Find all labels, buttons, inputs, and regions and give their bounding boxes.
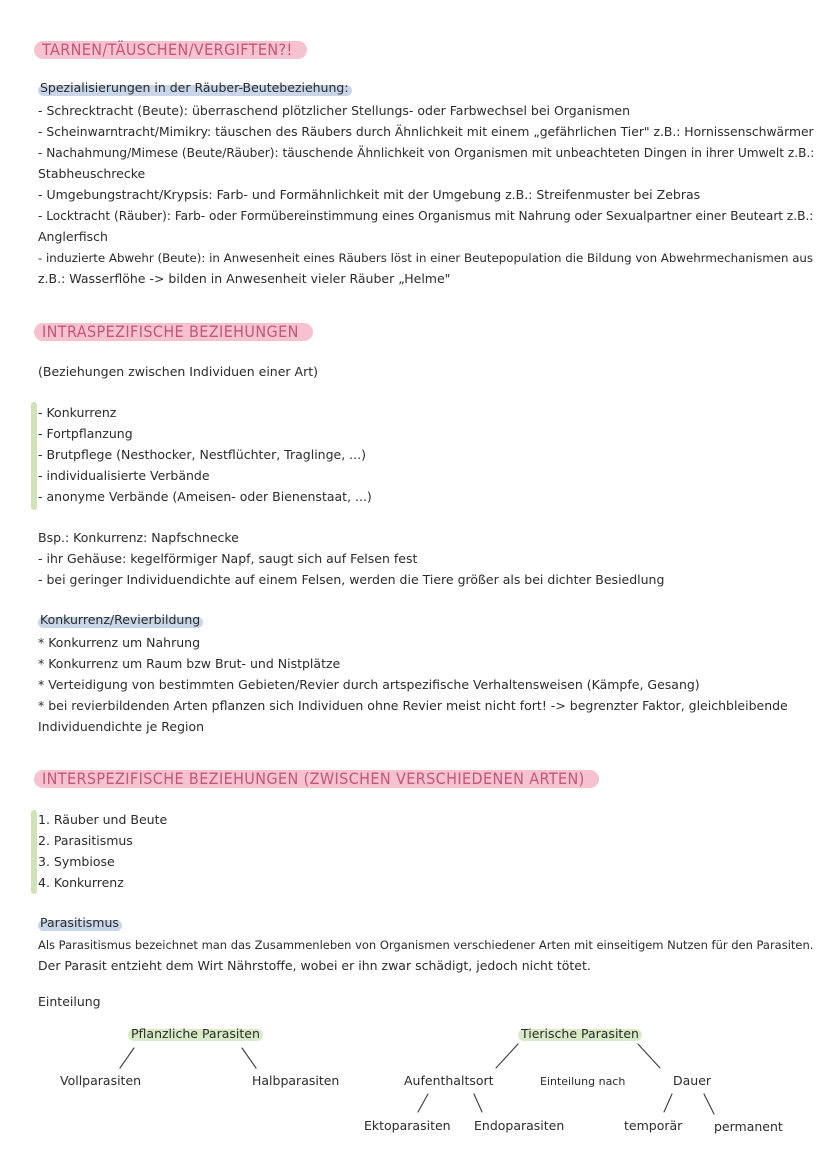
text-line: - Nachahmung/Mimese (Beute/Räuber): täuschende Ähnlichkeit von Organismen mit unbeachteten Dingen in ihrer Umwelt z.B.:	[38, 146, 815, 160]
text-line: - Umgebungstracht/Krypsis: Farb- und Formähnlichkeit mit der Umgebung z.B.: Streifenmuster bei Zebras	[38, 187, 701, 202]
connector-line	[638, 1044, 660, 1068]
revier-line: * Konkurrenz um Nahrung	[38, 635, 200, 650]
revier-line: * Konkurrenz um Raum bzw Brut- und Nistplätze	[38, 656, 341, 671]
revier-line: * bei revierbildenden Arten pflanzen sich Individuen ohne Revier meist nicht fort! -> begrenzter Faktor, gleichbleibende	[38, 698, 788, 713]
subheading-spezialisierungen: Spezialisierungen in der Räuber-Beutebeziehung:	[38, 80, 352, 95]
node-tierische-parasiten: Tierische Parasiten	[518, 1026, 642, 1041]
connector-line	[242, 1048, 256, 1068]
list-item: - individualisierte Verbände	[38, 468, 210, 483]
connector-line	[418, 1094, 428, 1112]
example-line: Bsp.: Konkurrenz: Napfschnecke	[38, 530, 239, 545]
node-halbparasiten: Halbparasiten	[252, 1073, 340, 1088]
heading-intraspezifisch: INTRASPEZIFISCHE BEZIEHUNGEN	[38, 320, 307, 342]
list-item: 4. Konkurrenz	[38, 875, 124, 890]
list-item: 3. Symbiose	[38, 854, 115, 869]
subheading-parasitismus: Parasitismus	[38, 915, 122, 930]
node-pflanzliche-parasiten: Pflanzliche Parasiten	[128, 1026, 263, 1041]
connector-line	[496, 1044, 518, 1068]
text-line: Der Parasit entzieht dem Wirt Nährstoffe, wobei er ihn zwar schädigt, jedoch nicht tötet.	[38, 958, 591, 973]
connector-line	[474, 1094, 482, 1112]
connector-line	[664, 1094, 672, 1112]
revier-line: * Verteidigung von bestimmten Gebieten/Revier durch artspezifische Verhaltensweisen (Kämpfe, Gesang)	[38, 677, 700, 692]
text-line: Als Parasitismus bezeichnet man das Zusammenleben von Organismen verschiedener Arten mit einseitigem Nutzen für den Parasiten.	[38, 938, 814, 952]
text-line: - Schrecktracht (Beute): überraschend plötzlicher Stellungs- oder Farbwechsel bei Organismen	[38, 103, 631, 118]
example-line: - ihr Gehäuse: kegelförmiger Napf, saugt sich auf Felsen fest	[38, 551, 418, 566]
text-line: - Locktracht (Räuber): Farb- oder Formübereinstimmung eines Organismus mit Nahrung oder Sexualpartner einer Beuteart z.B.:	[38, 209, 814, 223]
node-permanent: permanent	[714, 1119, 783, 1134]
text-line: - induzierte Abwehr (Beute): in Anwesenheit eines Räubers löst in einer Beutepopulation die Bildung von Abwehrmechanismen aus	[38, 251, 814, 265]
list-item: - anonyme Verbände (Ameisen- oder Bienenstaat, ...)	[38, 489, 372, 504]
list-item: - Fortpflanzung	[38, 426, 133, 441]
node-vollparasiten: Vollparasiten	[60, 1073, 142, 1088]
connector-line	[120, 1048, 134, 1068]
einteilung-label: Einteilung	[38, 994, 101, 1009]
node-temporaer: temporär	[624, 1118, 683, 1133]
node-endoparasiten: Endoparasiten	[474, 1118, 565, 1133]
revier-line: Individuendichte je Region	[38, 719, 205, 734]
list-item: 2. Parasitismus	[38, 833, 133, 848]
heading-tarnen: TARNEN/TÄUSCHEN/VERGIFTEN?!	[38, 38, 301, 60]
intro-text: (Beziehungen zwischen Individuen einer Art)	[38, 364, 318, 379]
node-aufenthaltsort: Aufenthaltsort	[404, 1073, 494, 1088]
node-einteilung-nach: Einteilung nach	[540, 1075, 626, 1088]
subheading-revierbildung: Konkurrenz/Revierbildung	[38, 612, 203, 627]
list-item: - Brutpflege (Nesthocker, Nestflüchter, Traglinge, ...)	[38, 447, 366, 462]
text-line: - Scheinwarntracht/Mimikry: täuschen des Räubers durch Ähnlichkeit mit einem „gefährlichen Tier" z.B.: Hornissenschwärmer	[38, 125, 814, 139]
example-line: - bei geringer Individuendichte auf einem Felsen, werden die Tiere größer als bei dichter Besiedlung	[38, 572, 665, 587]
heading-interspezifisch: INTERSPEZIFISCHE BEZIEHUNGEN (ZWISCHEN VERSCHIEDENEN ARTEN)	[38, 767, 593, 789]
list-item: - Konkurrenz	[38, 405, 117, 420]
list-item: 1. Räuber und Beute	[38, 812, 168, 827]
connector-line	[704, 1094, 714, 1114]
text-line: Stabheuschrecke	[38, 166, 146, 181]
text-line: Anglerfisch	[38, 229, 108, 244]
node-dauer: Dauer	[673, 1073, 712, 1088]
node-ektoparasiten: Ektoparasiten	[364, 1118, 451, 1133]
text-line: z.B.: Wasserflöhe -> bilden in Anwesenheit vieler Räuber „Helme"	[38, 271, 451, 286]
